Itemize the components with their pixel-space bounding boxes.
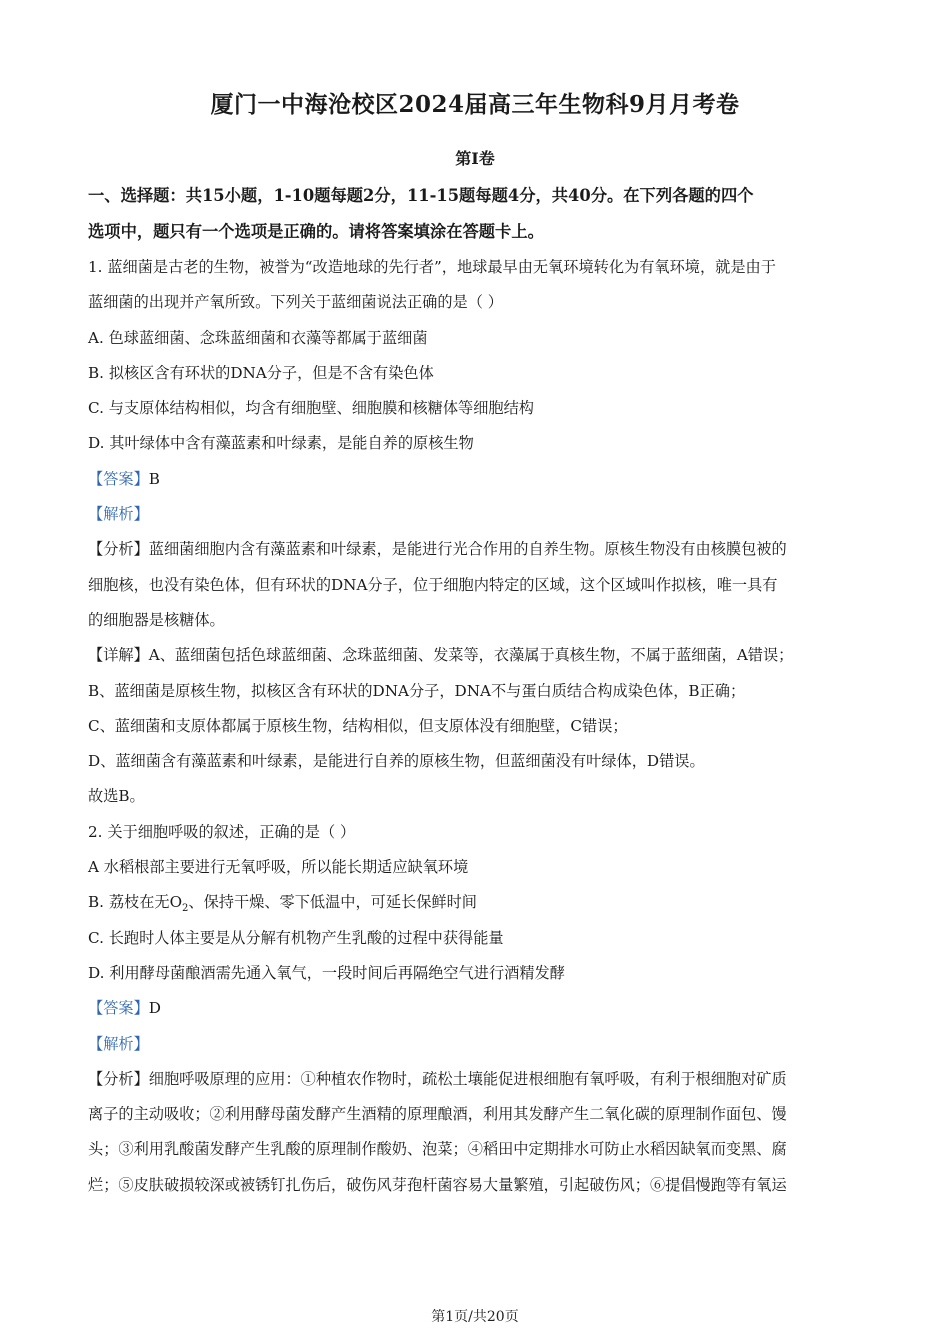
q1-detail-line-2: B、蓝细菌是原核生物，拟核区含有环状的DNA分子，DNA不与蛋白质结合构成染色体，B正确； (88, 681, 746, 700)
q2-option-b-subscript: 2 (182, 903, 189, 915)
q2-option-a: A 水稻根部主要进行无氧呼吸，所以能长期适应缺氧环境 (88, 858, 469, 877)
detail-tag: 【详解】 (88, 646, 149, 665)
section-instruction-line-2: 选项中，题只有一个选项是正确的。请将答案填涂在答题卡上。 (88, 222, 544, 241)
section-instruction-line-1: 一、选择题：共15小题，1-10题每题2分，11-15题每题4分，共40分。在下列各题的四个 (88, 186, 754, 205)
answer-tag: 【答案】 (88, 469, 149, 488)
q1-jiexi (88, 497, 863, 532)
q1-detail-line-3: C、蓝细菌和支原体都属于原核生物，结构相似，但支原体没有细胞壁，C错误； (88, 716, 628, 735)
q1-analysis-line-1 (88, 532, 863, 567)
q1-answer (88, 462, 863, 497)
q1-analysis-line-2: 细胞核，也没有染色体，但有环状的DNA分子，位于细胞内特定的区域，这个区域叫作拟核，唯一具有 (88, 575, 778, 594)
q1-option-a: A. 色球蓝细菌、念珠蓝细菌和衣藻等都属于蓝细菌 (88, 328, 428, 347)
answer-value: D (148, 999, 161, 1018)
q2-jiexi (88, 1027, 863, 1062)
q2-option-d: D. 利用酵母菌酿酒需先通入氧气，一段时间后再隔绝空气进行酒精发酵 (88, 963, 565, 982)
q1-option-c: C. 与支原体结构相似，均含有细胞壁、细胞膜和核糖体等细胞结构 (88, 399, 534, 418)
q2-answer (88, 991, 863, 1026)
q1-detail-line-1 (88, 638, 863, 673)
q2-option-b-pre: B. 荔枝在无O (88, 893, 183, 912)
fenxi-tag: 【分析】 (88, 1069, 149, 1088)
exam-title: 厦门一中海沧校区2024届高三年生物科9月月考卷 (210, 91, 740, 118)
q1-conclusion: 故选B。 (88, 787, 145, 806)
analysis-text: 细胞呼吸原理的应用：①种植农作物时，疏松土壤能促进根细胞有氧呼吸，有利于根细胞对矿质 (148, 1069, 787, 1088)
page-number: 第1页/共20页 (431, 1309, 519, 1325)
q1-option-b: B. 拟核区含有环状的DNA分子，但是不含有染色体 (88, 363, 434, 382)
volume-heading: 第Ⅰ卷 (455, 149, 495, 168)
answer-tag: 【答案】 (88, 999, 149, 1018)
q1-stem-line-1: 1. 蓝细菌是古老的生物，被誉为“改造地球的先行者”，地球最早由无氧环境转化为有氧环境，就是由于 (88, 258, 776, 276)
q1-detail-line-4: D、蓝细菌含有藻蓝素和叶绿素，是能进行自养的原核生物，但蓝细菌没有叶绿体，D错误。 (88, 752, 705, 771)
q1-option-d: D. 其叶绿体中含有藻蓝素和叶绿素，是能自养的原核生物 (88, 434, 474, 453)
analysis-text: 蓝细菌细胞内含有藻蓝素和叶绿素，是能进行光合作用的自养生物。原核生物没有由核膜包被的 (148, 540, 787, 559)
fenxi-tag: 【分析】 (88, 540, 149, 559)
q2-option-b-post: 、保持干燥、零下低温中，可延长保鲜时间 (188, 893, 477, 912)
q2-option-b (88, 885, 863, 920)
q2-stem: 2. 关于细胞呼吸的叙述，正确的是（ ） (88, 822, 356, 841)
q1-stem-line-2: 蓝细菌的出现并产氧所致。下列关于蓝细菌说法正确的是（ ） (88, 293, 503, 312)
answer-value: B (148, 469, 160, 488)
detail-text: A、蓝细菌包括色球蓝细菌、念珠蓝细菌、发菜等，衣藻属于真核生物，不属于蓝细菌，A错误； (148, 646, 794, 665)
document-body (88, 178, 863, 1203)
q2-analysis-line-2: 离子的主动吸收；②利用酵母菌发酵产生酒精的原理酿酒，利用其发酵产生二氧化碳的原理制作面包、馒 (88, 1105, 787, 1124)
jiexi-tag: 【解析】 (88, 1034, 149, 1053)
q2-option-c: C. 长跑时人体主要是从分解有机物产生乳酸的过程中获得能量 (88, 928, 504, 947)
q1-analysis-line-3: 的细胞器是核糖体。 (88, 610, 225, 629)
jiexi-tag: 【解析】 (88, 505, 149, 524)
q2-analysis-line-3: 头；③利用乳酸菌发酵产生乳酸的原理制作酸奶、泡菜；④稻田中定期排水可防止水稻因缺氧而变黑、腐 (88, 1140, 787, 1159)
q2-analysis-line-1 (88, 1062, 863, 1097)
q2-analysis-line-4: 烂；⑤皮肤破损较深或被锈钉扎伤后，破伤风芽孢杆菌容易大量繁殖，引起破伤风；⑥提倡慢跑等有氧运 (88, 1175, 787, 1194)
